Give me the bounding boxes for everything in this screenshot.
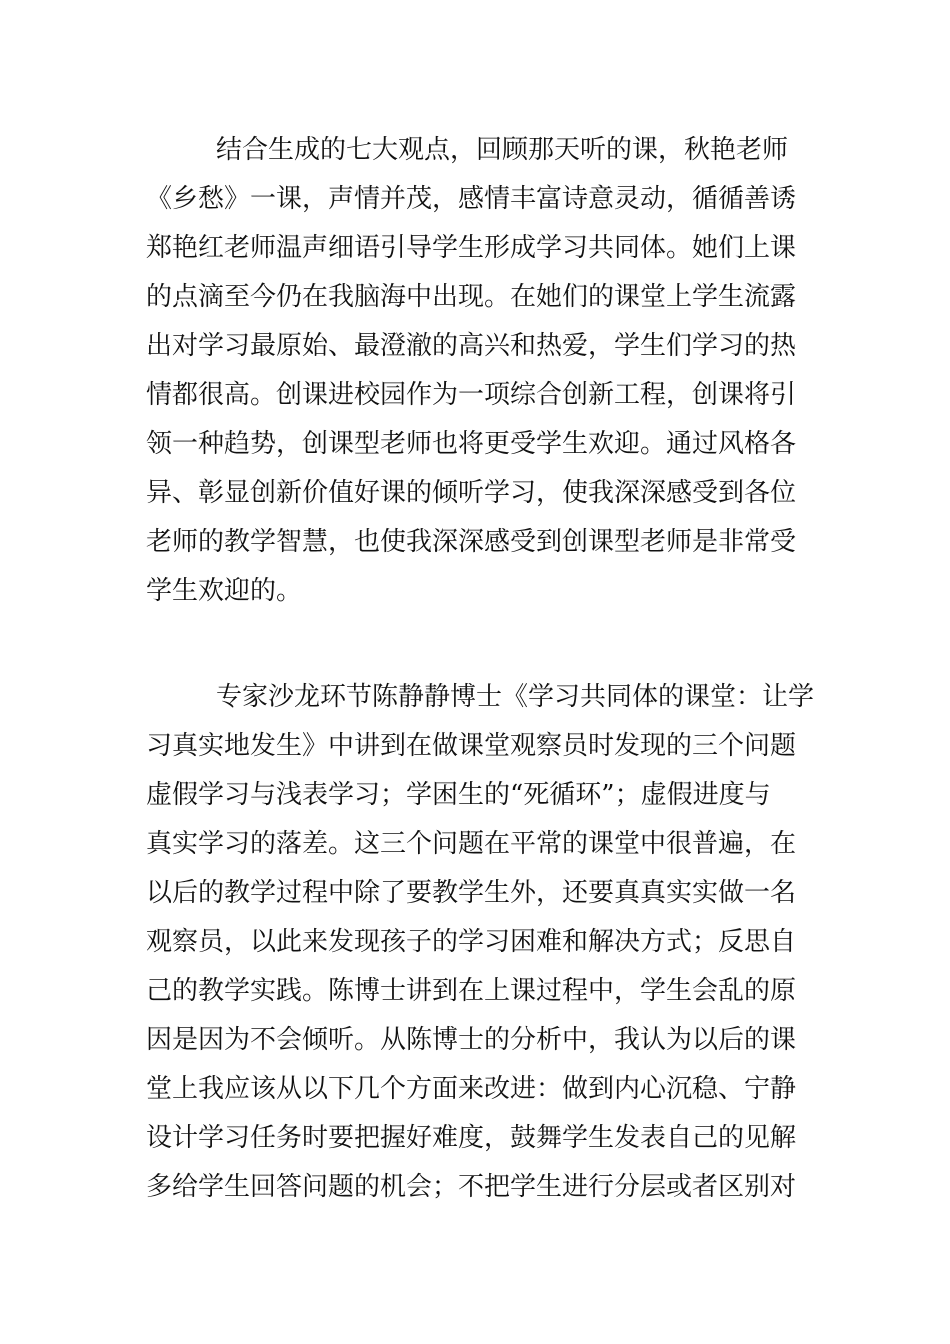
text-line: 郑艳红老师温声细语引导学生形成学习共同体。她们上课 — [146, 233, 797, 263]
text-line: 异、彰显创新价值好课的倾听学习，使我深深感受到各位 — [146, 478, 797, 508]
text-line: 情都很高。创课进校园作为一项综合创新工程，创课将引 — [146, 380, 797, 410]
text-line: 学生欢迎的。 — [146, 576, 303, 606]
text-line: 观察员，以此来发现孩子的学习困难和解决方式；反思自 — [146, 927, 797, 957]
text-line: 己的教学实践。陈博士讲到在上课过程中，学生会乱的原 — [146, 976, 797, 1006]
text-line: 真实学习的落差。这三个问题在平常的课堂中很普遍，在 — [146, 829, 797, 859]
text-line: 习真实地发生》中讲到在做课堂观察员时发现的三个问题 — [146, 731, 797, 761]
text-line: 虚假学习与浅表学习；学困生的“死循环”；虚假进度与 — [146, 780, 771, 810]
text-line: 老师的教学智慧，也使我深深感受到创课型老师是非常受 — [146, 527, 797, 557]
paragraph-2 — [146, 673, 826, 1212]
text-line: 以后的教学过程中除了要教学生外，还要真真实实做一名 — [146, 878, 797, 908]
text-line: 《乡愁》一课，声情并茂，感情丰富诗意灵动，循循善诱 — [146, 184, 797, 214]
text-line: 设计学习任务时要把握好难度，鼓舞学生发表自己的见解 — [146, 1123, 797, 1153]
text-line: 多给学生回答问题的机会；不把学生进行分层或者区别对 — [146, 1172, 797, 1202]
text-line: 出对学习最原始、最澄澈的高兴和热爱，学生们学习的热 — [146, 331, 797, 361]
text-line: 的点滴至今仍在我脑海中出现。在她们的课堂上学生流露 — [146, 282, 797, 312]
text-line: 专家沙龙环节陈静静博士《学习共同体的课堂：让学 — [216, 682, 815, 712]
text-line: 领一种趋势，创课型老师也将更受学生欢迎。通过风格各 — [146, 429, 797, 459]
text-line: 因是因为不会倾听。从陈博士的分析中，我认为以后的课 — [146, 1025, 797, 1055]
text-line: 结合生成的七大观点，回顾那天听的课，秋艳老师 — [216, 135, 789, 165]
text-line: 堂上我应该从以下几个方面来改进：做到内心沉稳、宁静 — [146, 1074, 797, 1104]
paragraph-1 — [146, 126, 826, 616]
